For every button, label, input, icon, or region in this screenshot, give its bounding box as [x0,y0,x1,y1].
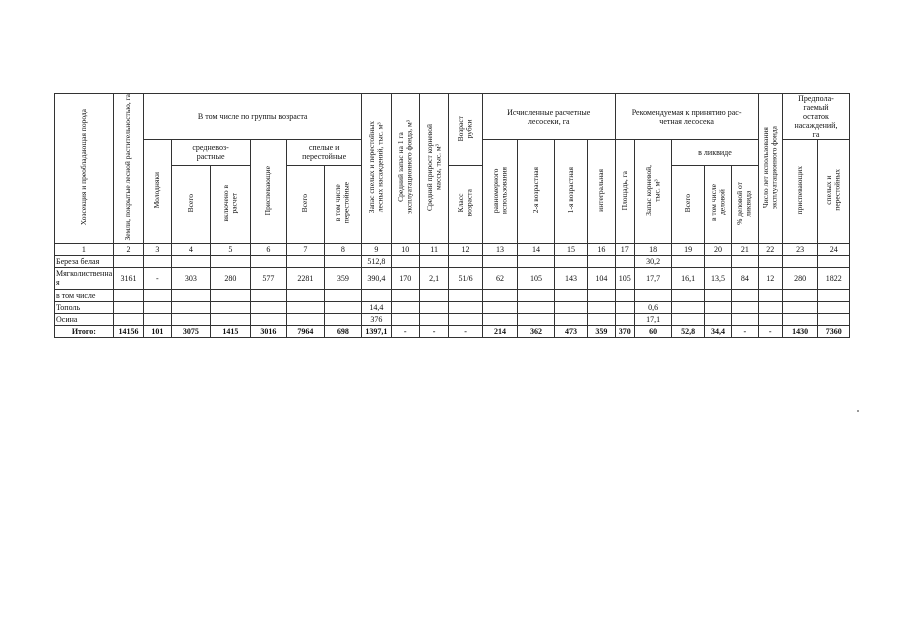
table-cell: 577 [250,267,287,289]
header-recommended [615,94,758,140]
header-young-text: Молодняки [152,172,162,209]
table-cell: 512,8 [362,255,391,267]
header-first-age [554,140,587,244]
table-cell [449,289,482,301]
header-even-use [482,140,517,244]
table-cell [782,313,817,325]
table-cell [391,313,419,325]
table-row [55,255,850,267]
table-cell [449,301,482,313]
total-label: Итого: [55,325,114,337]
table-cell: 105 [518,267,555,289]
header-mid-included-text: включено в расчет [220,184,239,222]
total-cell: - [758,325,782,337]
column-number: 9 [362,243,391,255]
table-cell [704,301,731,313]
table-cell [782,301,817,313]
header-recommended-text: Рекомендуемая к принятию рас- четная лесосека [631,107,742,126]
table-cell [482,255,517,267]
table-cell [758,301,782,313]
header-age-class-text: Класс возраста [456,189,474,217]
total-cell: 370 [615,325,634,337]
header-middle-aged [171,140,250,166]
header-years-usage [758,94,782,244]
table-cell [171,255,211,267]
table-cell: 2281 [287,267,325,289]
header-ripe-stock-text: Запас спелых и перестойных лесных насаждений, тыс. м³ [366,121,385,214]
table-cell: 303 [171,267,211,289]
table-cell [818,289,850,301]
header-age-class [449,165,482,243]
table-cell [482,301,517,313]
table-cell [287,313,325,325]
total-cell: 3016 [250,325,287,337]
table-cell [250,313,287,325]
table-cell [758,255,782,267]
column-number: 19 [672,243,704,255]
table-cell [615,289,634,301]
total-cell: - [449,325,482,337]
table-cell [211,313,251,325]
header-middle-aged-text: средневоз- растные [192,143,229,162]
column-number: 1 [55,243,114,255]
table-cell: 170 [391,267,419,289]
table-cell [554,289,587,301]
header-ripe [287,140,362,166]
table-cell [324,289,362,301]
table-cell [391,289,419,301]
table-cell [362,289,391,301]
table-cell: 280 [782,267,817,289]
table-cell: 2,1 [419,267,448,289]
table-row [55,301,850,313]
header-ripe-overmature [324,165,362,243]
column-number: 18 [634,243,672,255]
header-age-groups-text: В том числе по группы возраста [197,112,308,121]
header-liquid-text: в ликвиде [698,147,732,157]
header-ripe-overmature-text: в том числе перестойные [333,182,351,224]
table-cell [588,289,615,301]
column-number: 7 [287,243,325,255]
column-number: 21 [732,243,758,255]
row-species-name: Осина [55,313,114,325]
table-cell: 17,7 [634,267,672,289]
table-cell: 16,1 [672,267,704,289]
header-even-use-text: равномерного использования [490,166,509,214]
header-maturing-text: Приспевающие [263,165,273,215]
table-cell [144,301,171,313]
table-cell [449,255,482,267]
table-cell [144,255,171,267]
header-liquid [672,140,758,166]
table-cell: 359 [324,267,362,289]
table-cell [554,301,587,313]
header-first-age-text: 1-я возрастная [565,167,575,214]
header-avg-growth [419,94,448,244]
header-liquid-business [704,165,731,243]
table-cell [672,289,704,301]
table-cell [588,301,615,313]
header-liquid-business-text: в том числе деловой [708,184,726,222]
table-cell [554,255,587,267]
table-cell [144,313,171,325]
column-number: 22 [758,243,782,255]
table-cell [615,313,634,325]
table-cell: 0,6 [634,301,672,313]
column-number: 11 [419,243,448,255]
table-cell [287,255,325,267]
table-cell: 17,1 [634,313,672,325]
table-cell [250,255,287,267]
table-cell [449,313,482,325]
header-mid-total [171,165,211,243]
header-farm-section [55,94,114,244]
table-cell [518,289,555,301]
table-cell [287,289,325,301]
header-maturing-remain [782,140,817,244]
table-cell: 376 [362,313,391,325]
table-cell [554,313,587,325]
table-cell [144,289,171,301]
header-second-age-text: 2-я возрастная [530,167,540,214]
table-cell [211,301,251,313]
table-cell [113,255,143,267]
total-cell: - [419,325,448,337]
header-ripe-stock [362,94,391,244]
total-cell: 52,8 [672,325,704,337]
table-cell [732,313,758,325]
header-ripe-total-text: Всего [300,193,310,213]
table-cell [419,301,448,313]
table-row [55,313,850,325]
table-cell [113,313,143,325]
table-cell [732,255,758,267]
total-cell: 7964 [287,325,325,337]
table-cell: 14,4 [362,301,391,313]
column-number-row [55,243,850,255]
table-cell [518,301,555,313]
header-calc-cutting [482,94,615,140]
total-cell: 698 [324,325,362,337]
table-cell: 143 [554,267,587,289]
forest-harvest-table [54,93,850,338]
table-cell [818,301,850,313]
total-row [55,325,850,337]
column-number: 6 [250,243,287,255]
column-number: 14 [518,243,555,255]
table-cell [324,301,362,313]
table-cell [171,289,211,301]
column-number: 17 [615,243,634,255]
table-cell [287,301,325,313]
table-cell [672,301,704,313]
table-cell [482,289,517,301]
table-cell: 390,4 [362,267,391,289]
header-mid-included [211,165,251,243]
header-ripe-total [287,165,325,243]
header-covered-land-text: Земли, покрытые лесной растительностью, га [123,94,133,241]
header-maturing-remain-text: приспевающих [794,166,804,215]
table-body [55,255,850,337]
total-cell: 473 [554,325,587,337]
header-business-percent [732,165,758,243]
column-number: 10 [391,243,419,255]
column-number: 8 [324,243,362,255]
table-cell: 105 [615,267,634,289]
table-cell [758,313,782,325]
table-cell [324,313,362,325]
total-cell: 1397,1 [362,325,391,337]
header-avg-growth-text: Средний прирост корневой массы, тыс. м³ [424,123,443,211]
total-cell: 14156 [113,325,143,337]
table-cell [171,301,211,313]
header-integral-text: интегральная [596,168,606,212]
header-root-stock-text: Запас корневой, тыс. м³ [643,164,662,216]
header-age-groups [144,94,362,140]
table-cell [419,255,448,267]
table-cell [419,289,448,301]
row-species-name: в том числе [55,289,114,301]
total-cell: 34,4 [704,325,731,337]
table-cell [518,313,555,325]
column-number: 4 [171,243,211,255]
header-second-age [518,140,555,244]
table-cell [782,289,817,301]
total-cell: 60 [634,325,672,337]
column-number: 5 [211,243,251,255]
header-ripe-remain [818,140,850,244]
table-cell [250,289,287,301]
header-liquid-total [672,165,704,243]
header-ripe-remain-text: спелых и перестойных [824,169,842,212]
column-number: 20 [704,243,731,255]
forest-table-container [54,93,850,338]
header-ripe-text: спелые и перестойные [302,143,347,162]
total-cell: - [391,325,419,337]
total-cell: 1415 [211,325,251,337]
table-cell [250,301,287,313]
table-cell: 84 [732,267,758,289]
table-cell: 3161 [113,267,143,289]
table-cell [615,255,634,267]
table-cell [518,255,555,267]
column-number: 24 [818,243,850,255]
table-cell [704,255,731,267]
total-cell: - [732,325,758,337]
total-cell: 3075 [171,325,211,337]
table-cell [758,289,782,301]
column-number: 3 [144,243,171,255]
header-remaining [782,94,849,140]
header-covered-land [113,94,143,244]
header-farm-section-text: Хозсекция и преобладающая порода [78,109,88,226]
header-maturing [250,140,287,244]
header-area-text: Площадь, га [619,170,629,210]
column-number: 2 [113,243,143,255]
total-cell: 362 [518,325,555,337]
table-cell: 280 [211,267,251,289]
total-cell: 7360 [818,325,850,337]
table-cell: - [144,267,171,289]
row-species-name: Береза белая [55,255,114,267]
header-rub-age [449,94,482,166]
header-integral [588,140,615,244]
table-row [55,267,850,289]
header-remaining-text: Предпола- гаемый остаток насаждений, га [794,94,838,139]
table-cell [818,255,850,267]
column-number: 15 [554,243,587,255]
table-cell [672,255,704,267]
table-cell: 62 [482,267,517,289]
table-cell [634,289,672,301]
header-business-percent-text: % деловой от ликвида [735,181,753,225]
table-cell: 51/6 [449,267,482,289]
total-cell: 101 [144,325,171,337]
table-cell [782,255,817,267]
header-avg-stock [391,94,419,244]
header-area [615,140,634,244]
table-cell: 12 [758,267,782,289]
table-cell [171,313,211,325]
total-cell: 1430 [782,325,817,337]
table-cell [704,313,731,325]
table-cell [588,255,615,267]
table-cell [672,313,704,325]
column-number: 23 [782,243,817,255]
header-calc-cutting-text: Исчисленные расчетные лесосеки, га [507,107,591,126]
table-cell [113,289,143,301]
table-cell [704,289,731,301]
header-avg-stock-text: Средний запас на 1 га эксплуатационного фонда, м³ [395,120,414,215]
table-cell: 30,2 [634,255,672,267]
table-cell [732,289,758,301]
table-cell [113,301,143,313]
header-rub-age-text: Возраст рубки [456,115,474,141]
table-cell: 1822 [818,267,850,289]
table-row [55,289,850,301]
table-cell [615,301,634,313]
table-cell [391,255,419,267]
table-cell: 104 [588,267,615,289]
header-mid-total-text: Всего [185,193,195,213]
column-number: 16 [588,243,615,255]
header-liquid-total-text: Всего [682,193,692,213]
table-cell [211,255,251,267]
total-cell: 214 [482,325,517,337]
column-number: 12 [449,243,482,255]
table-cell [391,301,419,313]
header-years-usage-text: Число лет использования эксплуатационного фонда [760,125,779,209]
row-species-name: Мягколиственная [56,269,113,287]
table-cell [482,313,517,325]
header-root-stock [634,140,672,244]
table-cell [732,301,758,313]
row-species-name: Тополь [55,301,114,313]
stray-mark [857,410,859,412]
table-cell [588,313,615,325]
table-cell [419,313,448,325]
total-cell: 359 [588,325,615,337]
column-number: 13 [482,243,517,255]
table-cell: 13,5 [704,267,731,289]
header-young [144,140,171,244]
table-cell [324,255,362,267]
table-cell [211,289,251,301]
table-cell [818,313,850,325]
